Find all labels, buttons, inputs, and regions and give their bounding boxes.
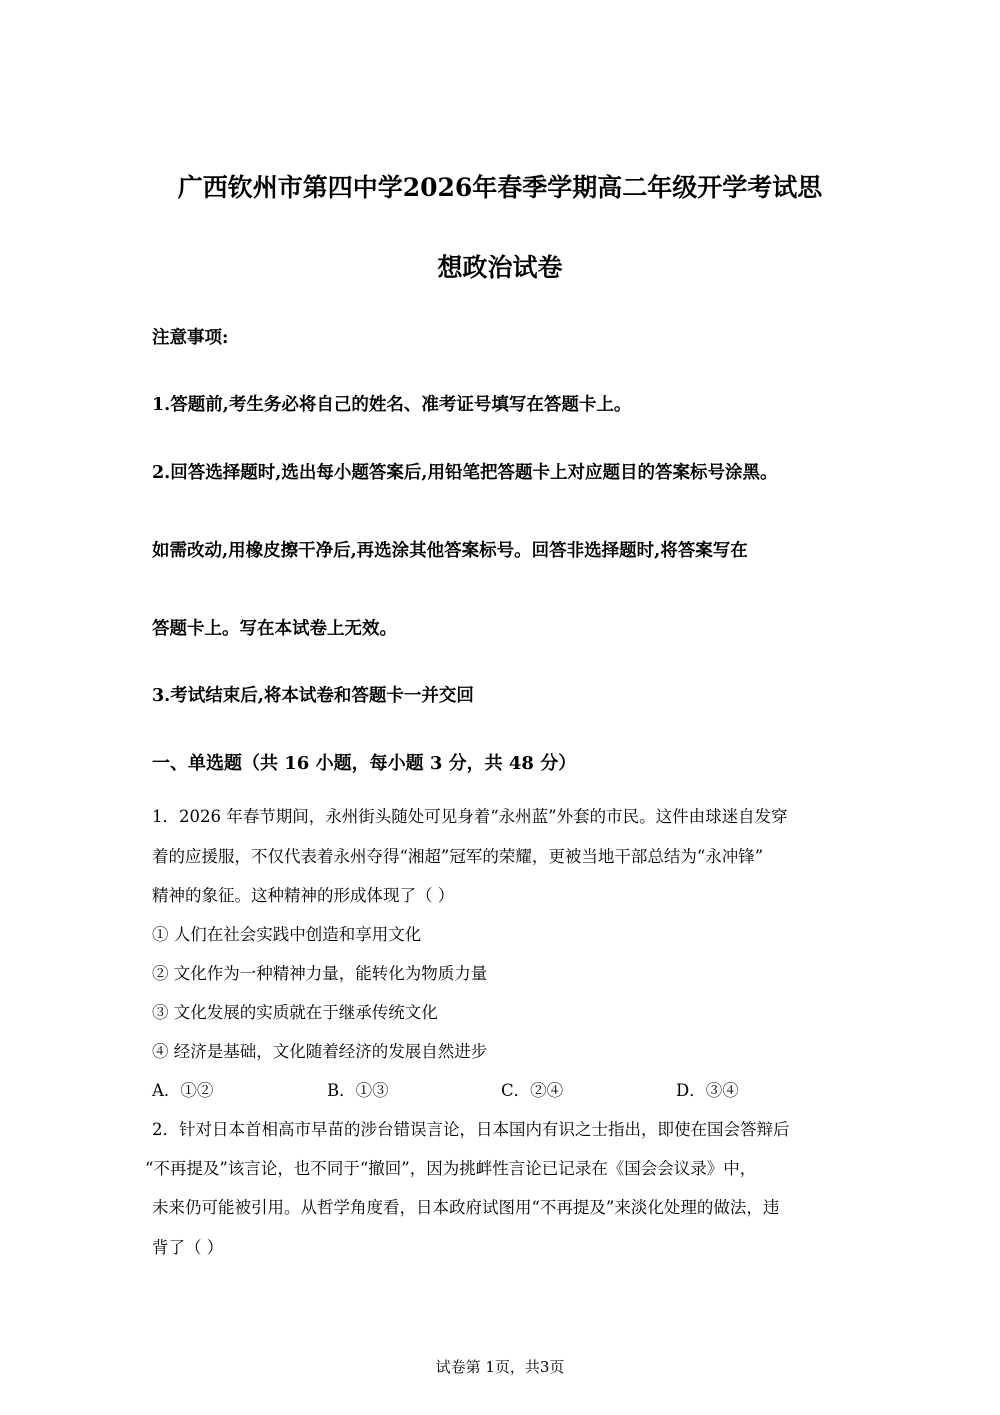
question-1-option-c: C．②④ bbox=[501, 1081, 564, 1100]
question-2-stem-line-1: 2．针对日本首相高市早苗的涉台错误言论，日本国内有识之士指出，即使在国会答辩后 bbox=[152, 1120, 790, 1139]
question-1-option-b: B．①③ bbox=[327, 1081, 389, 1100]
notice-item-1: 1.答题前,考生务必将自己的姓名、准考证号填写在答题卡上。 bbox=[152, 395, 632, 415]
question-1-statement-3: ③ 文化发展的实质就在于继承传统文化 bbox=[152, 1003, 438, 1022]
question-1-statement-2: ② 文化作为一种精神力量，能转化为物质力量 bbox=[152, 964, 488, 983]
notice-item-2-line-3: 答题卡上。写在本试卷上无效。 bbox=[152, 619, 397, 639]
notice-item-2-line-2: 如需改动,用橡皮擦干净后,再选涂其他答案标号。回答非选择题时,将答案写在 bbox=[152, 541, 748, 561]
question-1-option-d: D．③④ bbox=[676, 1081, 739, 1100]
question-1-statement-4: ④ 经济是基础，文化随着经济的发展自然进步 bbox=[152, 1042, 488, 1061]
question-1-statement-1: ① 人们在社会实践中创造和享用文化 bbox=[152, 925, 422, 944]
question-2-stem-line-3: 未来仍可能被引用。从哲学角度看，日本政府试图用“不再提及”来淡化处理的做法，违 bbox=[152, 1198, 780, 1217]
section-heading-single-choice: 一、单选题（共 16 小题，每小题 3 分，共 48 分） bbox=[152, 753, 577, 774]
exam-title-line-2: 想政治试卷 bbox=[437, 253, 563, 282]
notice-heading: 注意事项: bbox=[152, 328, 229, 348]
question-1-option-a: A．①② bbox=[152, 1081, 214, 1100]
question-1-stem-line-3: 精神的象征。这种精神的形成体现了（ ） bbox=[152, 886, 455, 905]
question-1-stem-line-1: 1．2026 年春节期间，永州街头随处可见身着“永州蓝”外套的市民。这件由球迷自发穿 bbox=[152, 807, 788, 826]
question-1-stem-line-2: 着的应援服，不仅代表着永州夺得“湘超”冠军的荣耀，更被当地干部总结为“永冲锋” bbox=[152, 847, 764, 866]
notice-item-2-line-1: 2.回答选择题时,选出每小题答案后,用铅笔把答题卡上对应题目的答案标号涂黑。 bbox=[152, 463, 778, 483]
notice-item-3: 3.考试结束后,将本试卷和答题卡一并交回 bbox=[152, 686, 474, 706]
page-footer: 试卷第 1页，共3页 bbox=[435, 1358, 565, 1376]
question-2-stem-line-2: “不再提及”该言论，也不同于“撤回”，因为挑衅性言论已记录在《国会会议录》中， bbox=[145, 1159, 757, 1178]
exam-title-line-1: 广西钦州市第四中学2026年春季学期高二年级开学考试思 bbox=[177, 173, 823, 202]
question-2-stem-line-4: 背了（ ） bbox=[152, 1238, 224, 1257]
